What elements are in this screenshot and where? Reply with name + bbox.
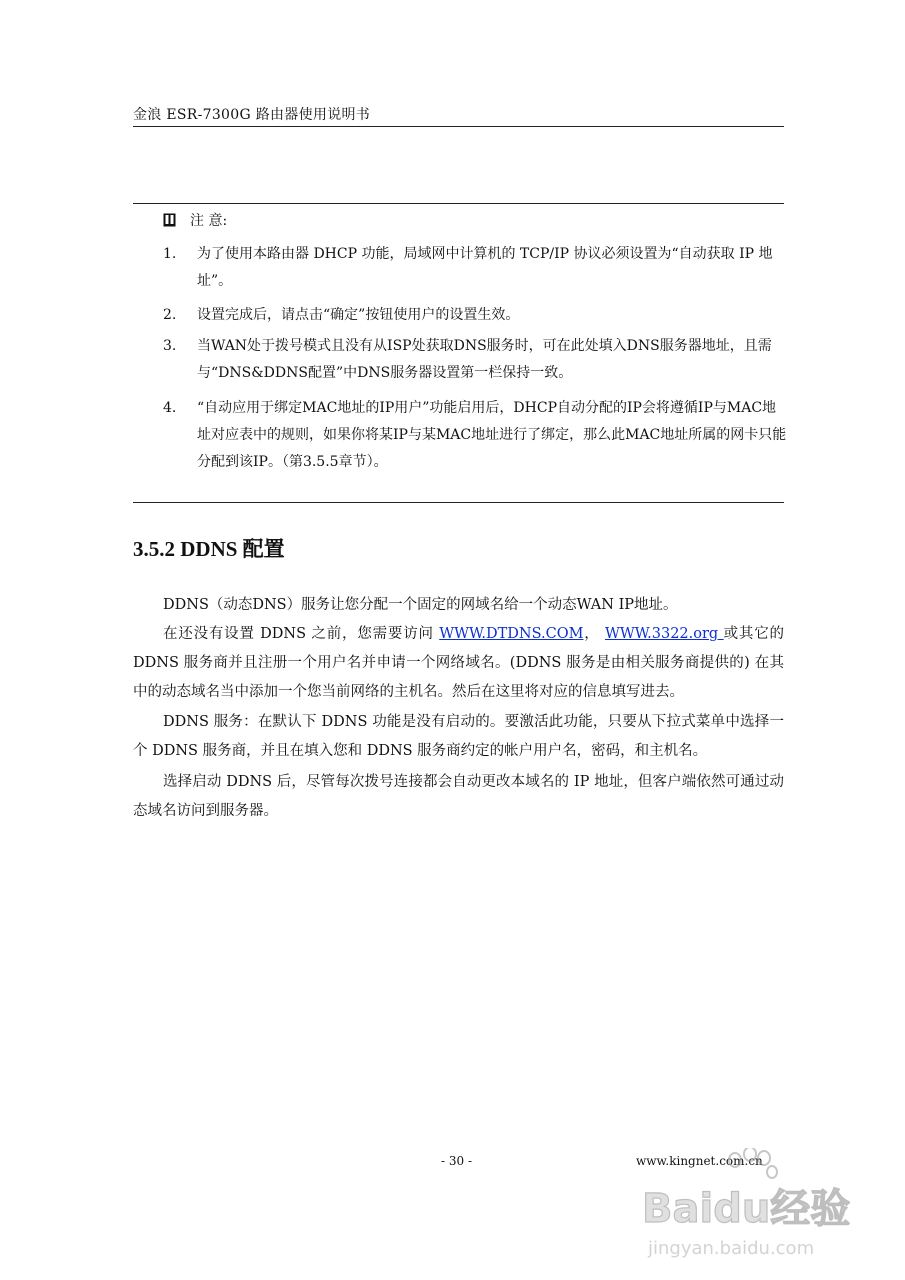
note-item-number: 4. xyxy=(163,400,177,416)
paragraph-ddns-intro: DDNS（动态DNS）服务让您分配一个固定的网域名给一个动态WAN IP地址。 xyxy=(163,597,678,613)
watermark-brand: Baidu经验 xyxy=(642,1186,851,1232)
dtdns-link[interactable]: WWW.DTDNS.COM xyxy=(439,626,584,642)
section-title: 3.5.2 DDNS 配置 xyxy=(133,537,285,561)
footer-website: www.kingnet.com.cn xyxy=(636,1154,763,1168)
3322-link[interactable]: WWW.3322.org xyxy=(604,626,724,642)
note-heading xyxy=(163,210,227,230)
document-header-title: 金浪 ESR-7300G 路由器使用说明书 xyxy=(133,107,371,123)
paragraph-text: ， xyxy=(583,626,605,642)
note-item-text: 为了使用本路由器 DHCP 功能，局域网中计算机的 TCP/IP 协议必须设置为“自动获取 IP 地址”。 xyxy=(197,246,773,289)
note-item-text: 设置完成后，请点击“确定”按钮使用户的设置生效。 xyxy=(197,307,520,323)
note-item-text: “自动应用于绑定MAC地址的IP用户”功能启用后，DHCP自动分配的IP会将遵循IP与MAC地址对应表中的规则，如果你将某IP与某MAC地址进行了绑定，那么此MAC地址所属的网卡只能分配到该IP。（第3.5.5章节）。 xyxy=(197,400,787,470)
watermark-url: jingyan.baidu.com xyxy=(648,1238,815,1259)
note-item-number: 2. xyxy=(163,307,177,323)
paragraph-ddns-service: DDNS 服务：在默认下 DDNS 功能是没有启动的。要激活此功能，只要从下拉式菜单中选择一个 DDNS 服务商，并且在填入您和 DDNS 服务商约定的帐户用户名，密码，和主机名。 xyxy=(133,714,784,759)
header-divider xyxy=(133,126,784,127)
note-box-bottom-rule xyxy=(133,502,784,503)
note-box-top-rule xyxy=(133,203,784,204)
note-item-number: 3. xyxy=(163,338,177,354)
note-item-1 xyxy=(163,241,788,295)
note-label: 注 意: xyxy=(190,213,228,229)
note-item-text: 当WAN处于拨号模式且没有从ISP处获取DNS服务时，可在此处填入DNS服务器地址，且需与“DNS&DDNS配置”中DNS服务器设置第一栏保持一致。 xyxy=(197,338,772,381)
baidu-jingyan-watermark xyxy=(640,1148,860,1268)
paragraph-ddns-enable: 选择启动 DDNS 后，尽管每次拨号连接都会自动更改本域名的 IP 地址，但客户端依然可通过动态域名访问到服务器。 xyxy=(133,774,784,819)
note-item-2 xyxy=(163,302,788,329)
paragraph-text: 在还没有设置 DDNS 之前，您需要访问 xyxy=(163,626,440,642)
paragraph-text: 或其它的 DDNS 服务商并且注册一个用户名并申请一个网络域名。(DDNS 服务是由相关服务商提供的) 在其中的动态域名当中添加一个您当前网络的主机名。然后在这里将对应的信息填写进去。 xyxy=(133,626,785,700)
paragraph-ddns-setup xyxy=(133,620,784,707)
note-item-4 xyxy=(163,395,788,476)
note-item-number: 1. xyxy=(163,246,177,262)
page-number: - 30 - xyxy=(441,1154,473,1168)
book-icon xyxy=(163,213,176,227)
note-item-3 xyxy=(163,333,788,387)
